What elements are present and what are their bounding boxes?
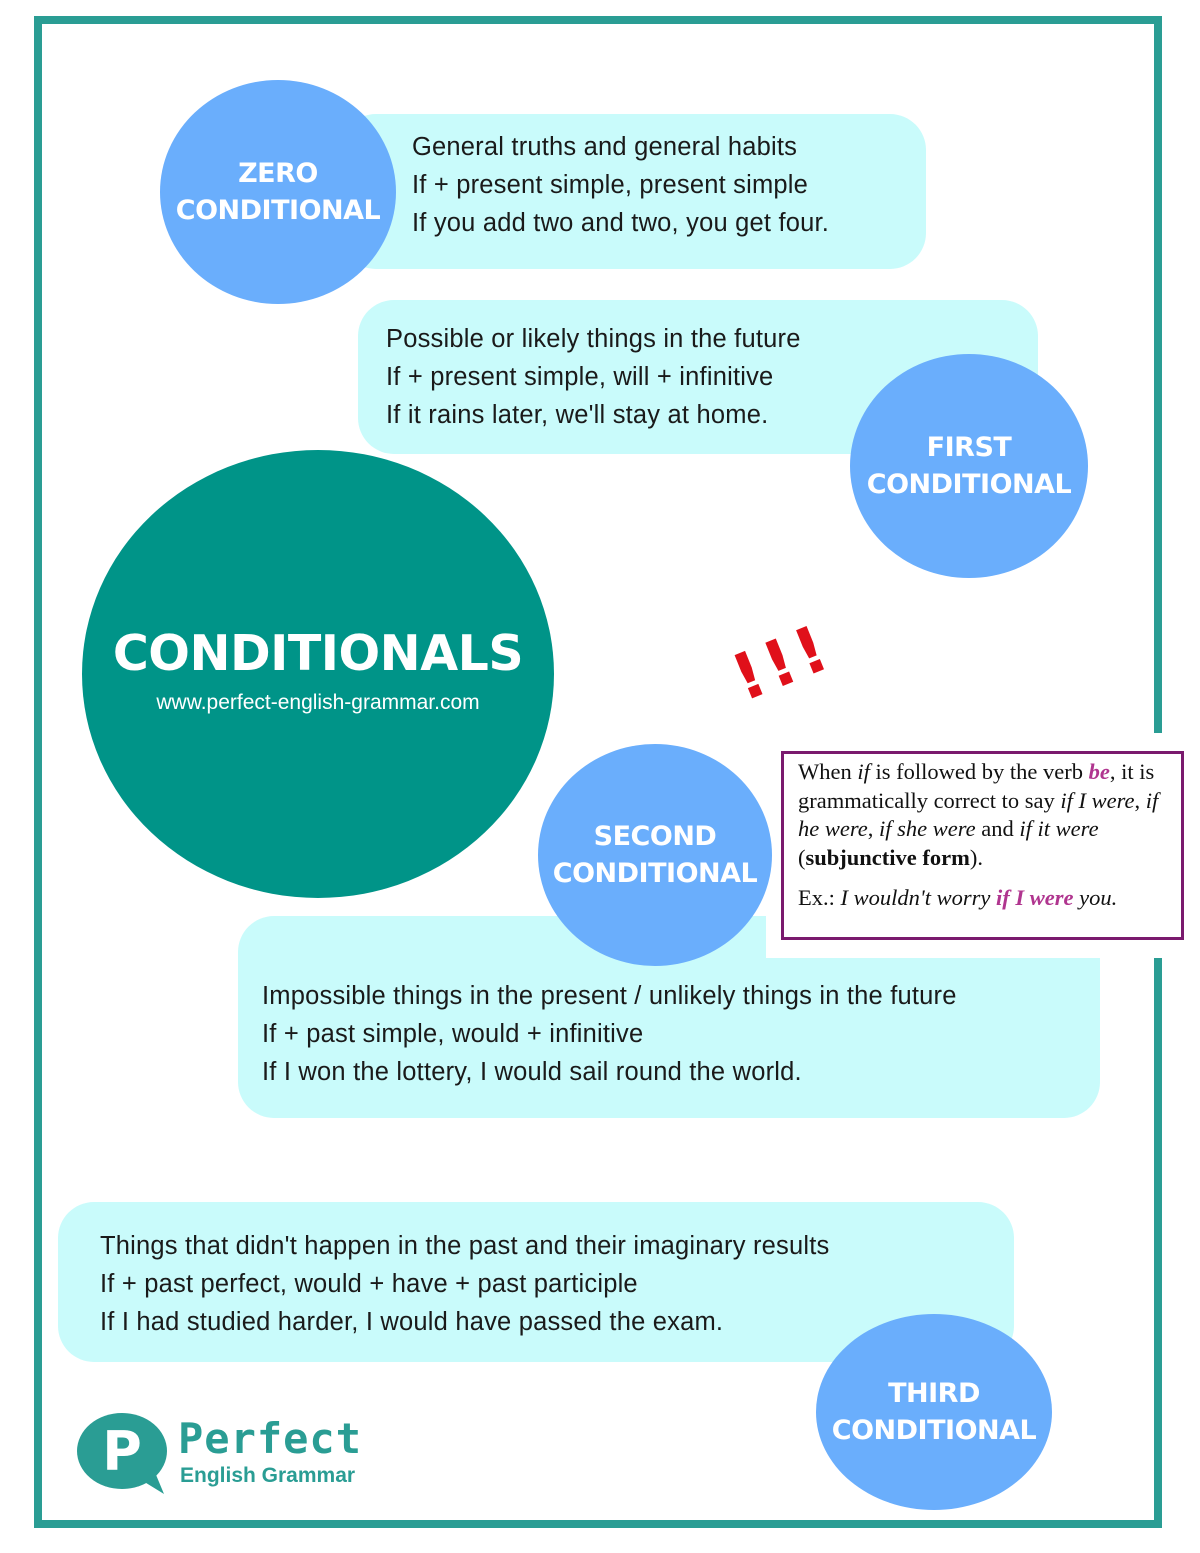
- zero-example: If you add two and two, you get four.: [412, 209, 830, 237]
- first-conditional-circle: [850, 354, 1088, 578]
- svg-text:P: P: [102, 1420, 142, 1483]
- second-example: If I won the lottery, I would sail round the world.: [262, 1058, 802, 1086]
- speech-bubble-p-icon: [76, 1412, 170, 1496]
- second-form: If + past simple, would + infinitive: [262, 1020, 644, 1048]
- note-text: When if is followed by the verb be, it is grammatically correct to say if I were, if he were, if she were and if it were (subjunctive form).: [798, 759, 1159, 870]
- conditionals-main-circle: [82, 450, 554, 898]
- third-use: Things that didn't happen in the past and their imaginary results: [100, 1232, 830, 1260]
- exclamation-marks: !!!: [722, 610, 843, 717]
- second-label-line2: CONDITIONAL: [552, 858, 758, 889]
- third-example: If I had studied harder, I would have passed the exam.: [100, 1308, 724, 1336]
- first-label-line1: FIRST: [926, 432, 1012, 463]
- zero-conditional-box: [340, 114, 926, 269]
- second-label-line1: SECOND: [593, 821, 717, 852]
- zero-label-line1: ZERO: [238, 158, 318, 189]
- first-label-line2: CONDITIONAL: [866, 469, 1072, 500]
- second-conditional-circle: [538, 744, 772, 966]
- zero-conditional-circle: [160, 80, 396, 304]
- third-label-line1: THIRD: [888, 1378, 980, 1409]
- zero-use: General truths and general habits: [412, 133, 798, 161]
- first-use: Possible or likely things in the future: [386, 325, 801, 353]
- first-form: If + present simple, will + infinitive: [386, 363, 774, 391]
- subjunctive-note: [766, 733, 1186, 958]
- second-use: Impossible things in the present / unlikely things in the future: [262, 982, 957, 1010]
- first-example: If it rains later, we'll stay at home.: [386, 401, 769, 429]
- page-title: CONDITIONALS: [112, 625, 524, 682]
- third-conditional-circle: [816, 1314, 1052, 1510]
- website-url: www.perfect-english-grammar.com: [156, 691, 480, 714]
- third-label-line2: CONDITIONAL: [831, 1415, 1037, 1446]
- logo-word-perfect: Perfect: [178, 1414, 363, 1463]
- logo-word-english-grammar: English Grammar: [180, 1464, 356, 1487]
- zero-label-line2: CONDITIONAL: [175, 195, 381, 226]
- third-form: If + past perfect, would + have + past participle: [100, 1270, 638, 1298]
- note-example: Ex.: I wouldn't worry if I were you.: [798, 885, 1118, 910]
- zero-form: If + present simple, present simple: [412, 171, 809, 199]
